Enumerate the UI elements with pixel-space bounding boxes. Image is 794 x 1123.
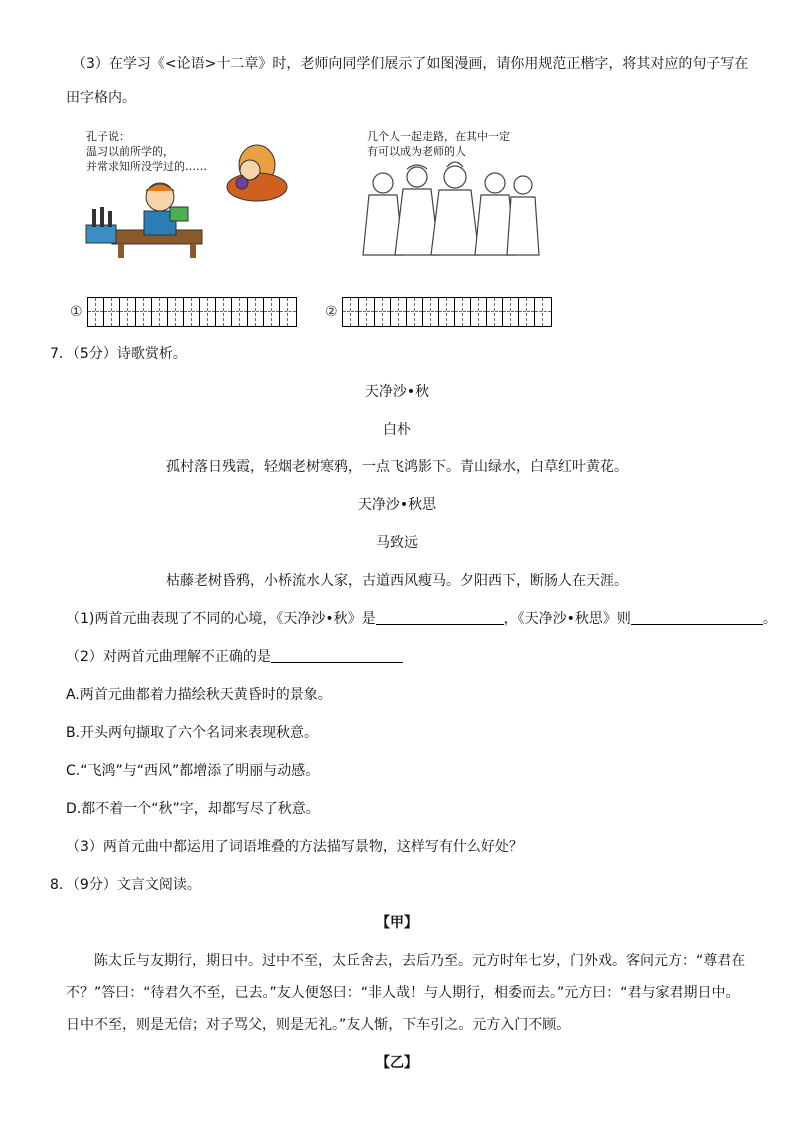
- poem2-text: 枯藤老树昏鸦，小桥流水人家，古道西风瘦马。夕阳西下，断肠人在天涯。: [166, 573, 628, 589]
- comic-left-caption-line: 孔子说：: [86, 130, 130, 143]
- option-a: A.两首元曲都着力描绘秋天黄昏时的景象。: [66, 687, 332, 703]
- q7-sub1-end: 。: [762, 611, 777, 627]
- comic-left-caption-line: 并常求知所没学过的……: [86, 160, 207, 173]
- q7-sub1-text-b: ，《天净沙•秋思》则: [503, 611, 631, 627]
- q6-3-instruction-line1: （3）在学习《<论语>十二章》时，老师向同学们展示了如图漫画，请你用规范正楷字，将其对应的句子写在: [72, 56, 749, 72]
- passage-yi-label: 【乙】: [376, 1055, 418, 1071]
- grid-label-1: ①: [70, 304, 83, 320]
- passage-jia-line2: 不？”答曰：“待君久不至，已去。”友人便怒曰：“非人哉！与人期行，相委而去。”元方曰：“君与家君期日中。: [66, 985, 740, 1001]
- q7-sub2: [66, 647, 403, 667]
- passage-jia-label: 【甲】: [376, 915, 418, 931]
- passage-jia-line3: 日中不至，则是无信；对子骂父，则是无礼。”友人惭，下车引之。元方入门不顾。: [66, 1017, 571, 1033]
- comic-confucius-study: [82, 125, 302, 265]
- poem2-title: 天净沙•秋思: [357, 497, 437, 513]
- comic-right-caption-line: 有可以成为老师的人: [367, 145, 466, 158]
- poem1-title: 天净沙•秋: [364, 384, 430, 400]
- passage-jia-line1: 陈太丘与友期行，期日中。过中不至，太丘舍去，去后乃至。元方时年七岁，门外戏。客问元方：“尊君在: [94, 953, 746, 969]
- comic-left-caption-line: 温习以前所学的，: [86, 145, 174, 158]
- q7-sub1: [66, 609, 777, 629]
- poem2-author: 马致远: [376, 535, 418, 551]
- q7-header: 7．（5分）诗歌赏析。: [50, 346, 187, 362]
- writing-grid-row-2: [325, 297, 552, 327]
- option-d: D.都不着一个“秋”字，却都写尽了秋意。: [66, 801, 320, 817]
- comic-right-caption-line: 几个人一起走路，在其中一定: [367, 130, 510, 143]
- tianzige-grid-1[interactable]: [87, 297, 297, 327]
- q7-sub2-text: （2）对两首元曲理解不正确的是: [66, 649, 271, 665]
- answer-blank-2[interactable]: [631, 610, 763, 625]
- q6-3-instruction-line2: 田字格内。: [66, 90, 136, 106]
- q8-header: 8．（9分）文言文阅读。: [50, 877, 201, 893]
- comic-left-illustration: [82, 125, 302, 265]
- comic-right-illustration: [355, 125, 545, 265]
- tianzige-grid-2[interactable]: [342, 297, 552, 327]
- option-b: B.开头两句撷取了六个名词来表现秋意。: [66, 725, 319, 741]
- grid-label-2: ②: [325, 304, 338, 320]
- option-c: C.“飞鸿”与“西风”都增添了明丽与动感。: [66, 763, 320, 779]
- answer-blank-3[interactable]: [271, 648, 403, 663]
- poem1-text: 孤村落日残霞，轻烟老树寒鸦，一点飞鸿影下。青山绿水，白草红叶黄花。: [166, 459, 628, 475]
- writing-grid-row-1: [70, 297, 297, 327]
- q7-sub1-text-a: （1)两首元曲表现了不同的心境，《天净沙•秋》是: [66, 611, 376, 627]
- answer-blank-1[interactable]: [376, 610, 504, 625]
- q7-sub3: （3）两首元曲中都运用了词语堆叠的方法描写景物，这样写有什么好处？: [66, 839, 523, 855]
- poem1-author: 白朴: [383, 422, 411, 438]
- comic-walking-teachers: [355, 125, 545, 265]
